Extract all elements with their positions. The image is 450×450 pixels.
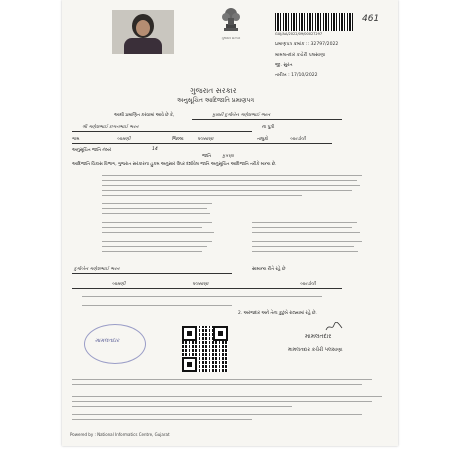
field-value-parent: શ્રી ગણેશભાઈ છગનભાઈ ભરત [82,125,139,130]
lower-village: બામણી [112,282,126,287]
field-value-st-number: 14 [152,147,158,152]
barcode [275,13,353,31]
signatory-office: મામલતદાર કચેરી પલસાણા [288,347,343,353]
field-value-village: બામણી [117,137,131,142]
verification-qr-code [182,326,228,372]
lower-name: દુર્ગાબેન ગણેશભાઈ ભરત [74,267,120,272]
lower-residence-label: સામાન્ય રીતે રહે છે [252,267,286,272]
field-value-taluka: બારડોલી [290,137,306,142]
certificate-document [62,0,398,446]
applicant-photo [112,10,174,54]
clause-text: આદિજાતિ વિકાસ વિભાગ, ગુજરાત સરકારના હુકમ અનુસાર ઉપર દર્શાવેલ જાતિ અનુસૂચિત આદિજાતિ તરીકે માન્ય છે. [72,162,277,167]
signatory-title: મામલતદાર [305,333,332,340]
signature-scrawl-icon [325,322,343,332]
issuing-office: મામલતદાર કચેરી પલસાણા [275,53,326,58]
barcode-number: GUJ/AA/2022/09/00027297 [275,32,323,36]
footer-credit: Powered by : National Informatics Centre, Gujarat [70,432,170,437]
certificate-number: પ્રમાણપત્ર ક્રમાંક :: 32797/2022 [275,42,339,47]
field-label-village: ગામ [72,137,80,142]
certificate-title: અનુસૂચિત આદિજાતિ પ્રમાણપત્ર [177,97,255,104]
stamp-text: મામલતદાર [95,338,120,344]
field-label-taluka: તાલુકો [257,137,269,142]
note-line: 2. અરજદાર અને તેના કુટુંબે રાજ્યમાં રહે છે. [238,311,317,316]
field-label-caste: જાતિ [202,154,212,159]
field-value-caste: કુકણા [222,154,234,159]
field-label-st-number: અનુસૂચિત જાતિ નંબર [72,148,112,153]
issue-date: તારીખ : 17/10/2022 [275,73,318,78]
field-label-certify: આથી પ્રમાણિત કરવામાં આવે છે કે, [114,113,175,118]
state-emblem-icon [218,4,244,36]
handwritten-number: 461 [362,14,380,24]
field-label-district: જિલ્લા [172,137,184,142]
issuing-district: જી. સુરત [275,63,293,68]
field-value-district: પલસાણા [197,137,214,142]
field-value-name: કુમારી દુર્ગાબેન ગણેશભાઈ ભરત [212,113,271,118]
emblem-caption: ગુજરાત સરકાર [221,36,241,40]
lower-district: પલસાણા [192,282,209,287]
certificate-title-gov: ગુજરાત સરકાર [190,86,237,95]
field-relation: ના પુત્રી [262,125,275,130]
lower-taluka: બારડોલી [300,282,316,287]
